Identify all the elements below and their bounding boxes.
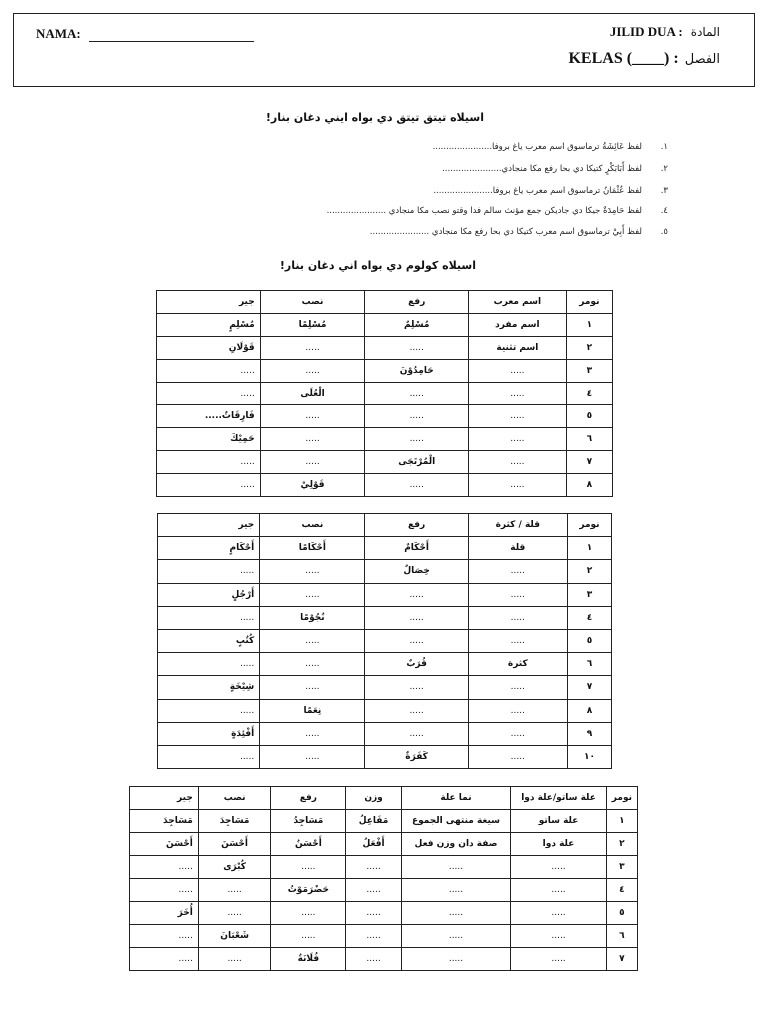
question-number: ٢. <box>660 164 668 174</box>
answer-blank-cell[interactable]: ..... <box>130 879 199 902</box>
table-cell: ١٠ <box>567 745 611 768</box>
table-header-row <box>157 291 613 314</box>
table-cell: صفة دان وزن فعل <box>401 833 511 856</box>
table-cell: الْعُلَى <box>260 382 365 405</box>
column-header: نصب <box>198 787 271 810</box>
answer-blank-cell[interactable]: ..... <box>198 879 271 902</box>
answer-blank-cell[interactable]: ..... <box>469 428 567 451</box>
table-cell: قَوْلِيْ <box>260 474 365 497</box>
table-row <box>158 653 612 676</box>
table-cell: فُلَانَةُ <box>271 948 346 971</box>
class-ar-label: الفصل <box>684 52 720 67</box>
answer-blank-cell[interactable]: ..... <box>365 382 469 405</box>
answer-blank-cell[interactable]: ..... <box>468 722 567 745</box>
table-row <box>157 474 613 497</box>
answer-blank-cell[interactable]: ..... <box>365 676 468 699</box>
column-header: جير <box>130 787 199 810</box>
table-row <box>158 537 612 560</box>
table-cell: ٣ <box>567 583 611 606</box>
table-cell: مُسْلِمٍ <box>157 313 261 336</box>
answer-blank-cell[interactable]: ..... <box>271 856 346 879</box>
question-item <box>370 227 668 237</box>
table-illah <box>129 786 638 971</box>
table-cell: ٧ <box>606 948 637 971</box>
answer-blank-cell[interactable]: ..... <box>511 856 607 879</box>
table-cell: ٨ <box>566 474 612 497</box>
answer-blank-cell[interactable]: ..... <box>260 676 365 699</box>
table-cell: علة ساتو <box>511 810 607 833</box>
table-cell: أَحْكَامٍ <box>158 537 260 560</box>
table-cell: قلة <box>468 537 567 560</box>
section2-instruction: اسيلاه كولوم دي بواه اني دغان بنار! <box>279 259 476 272</box>
answer-blank-cell[interactable]: ..... <box>260 722 365 745</box>
answer-blank-cell[interactable]: ..... <box>401 856 511 879</box>
question-item <box>442 164 668 174</box>
answer-blank-cell[interactable]: ..... <box>158 606 260 629</box>
table-cell: نُجُوْمًا <box>260 606 365 629</box>
table-cell: ٢ <box>566 336 612 359</box>
table-row <box>157 451 613 474</box>
table-cell: أَحْسَنَ <box>130 833 199 856</box>
table-row <box>130 879 638 902</box>
answer-blank-cell[interactable]: ..... <box>365 583 468 606</box>
question-text: لفظ عُثْمَانُ ترماسوق اسم معرب ياغ بروفا...................... <box>433 186 642 196</box>
answer-blank-cell[interactable]: ..... <box>401 902 511 925</box>
table-cell: ٢ <box>606 833 637 856</box>
table-cell: مَسَاجِدَ <box>130 810 199 833</box>
answer-blank-cell[interactable]: ..... <box>271 925 346 948</box>
answer-blank-cell[interactable]: ..... <box>365 699 468 722</box>
table-row <box>157 428 613 451</box>
answer-blank-cell[interactable]: ..... <box>260 560 365 583</box>
table-ism-murab <box>156 290 613 497</box>
question-number: ١. <box>660 142 668 152</box>
question-number: ٣. <box>660 186 668 196</box>
table-row <box>158 676 612 699</box>
column-header: اسم معرب <box>469 291 567 314</box>
table-cell: مُسْلِمٌ <box>365 313 469 336</box>
answer-blank-cell[interactable]: ..... <box>346 948 401 971</box>
table-cell: مَسَاجِدُ <box>271 810 346 833</box>
answer-blank-cell[interactable]: ..... <box>511 948 607 971</box>
answer-blank-cell[interactable]: ..... <box>158 699 260 722</box>
table-cell: أَحْسَنُ <box>271 833 346 856</box>
answer-blank-cell[interactable]: ..... <box>157 474 261 497</box>
table-cell: ٢ <box>567 560 611 583</box>
column-header: قلة / كثرة <box>468 514 567 537</box>
table-cell: كُتُبٍ <box>158 629 260 652</box>
table-row <box>157 336 613 359</box>
question-number: ٥. <box>660 227 668 237</box>
answer-blank-cell[interactable]: ..... <box>469 382 567 405</box>
table-row <box>158 629 612 652</box>
table-cell: شَعْبَانَ <box>198 925 271 948</box>
question-text: لفظ عَائِشَةُ ترماسوق اسم معرب ياغ بروفا...................... <box>432 142 642 152</box>
table-cell: ٦ <box>567 653 611 676</box>
column-header: نما علة <box>401 787 511 810</box>
table-row <box>130 856 638 879</box>
table-cell: حَامِدُوْنَ <box>365 359 469 382</box>
answer-blank-cell[interactable]: ..... <box>260 405 365 428</box>
answer-blank-cell[interactable]: ..... <box>365 606 468 629</box>
answer-blank-cell[interactable]: ..... <box>511 902 607 925</box>
column-header: علة ساتو/علة دوا <box>511 787 607 810</box>
table-cell: مَسَاجِدَ <box>198 810 271 833</box>
answer-blank-cell[interactable]: ..... <box>468 629 567 652</box>
table-cell: سيغة منتهى الجموع <box>401 810 511 833</box>
header-box <box>13 13 755 87</box>
answer-blank-cell[interactable]: ..... <box>260 745 365 768</box>
table-cell: ١ <box>606 810 637 833</box>
table-row <box>157 313 613 336</box>
class-line <box>568 50 720 68</box>
table-cell: أَفْعَلُ <box>346 833 401 856</box>
answer-blank-cell[interactable]: ..... <box>469 359 567 382</box>
table-cell: ٤ <box>567 606 611 629</box>
table-row <box>130 902 638 925</box>
question-text: لفظ أَبَابَكْرٍ كتيكا دي بحا رفع مكا منجادي...................... <box>442 164 642 174</box>
answer-blank-cell[interactable]: ..... <box>198 948 271 971</box>
subject-line <box>610 24 720 40</box>
table-cell: ٤ <box>606 879 637 902</box>
name-line[interactable] <box>89 29 254 42</box>
table-cell: ٦ <box>566 428 612 451</box>
answer-blank-cell[interactable]: ..... <box>468 606 567 629</box>
table-row <box>158 583 612 606</box>
table-cell: أَحْكَامًا <box>260 537 365 560</box>
answer-blank-cell[interactable]: ..... <box>469 405 567 428</box>
table-cell: الْمُرْتَجَى <box>365 451 469 474</box>
table-cell: ٥ <box>566 405 612 428</box>
answer-blank-cell[interactable]: ..... <box>365 629 468 652</box>
answer-blank-cell[interactable]: ..... <box>158 653 260 676</box>
table-row <box>158 745 612 768</box>
subject-label: JILID DUA : <box>609 24 683 39</box>
name-field <box>36 26 254 42</box>
table-cell: ٣ <box>606 856 637 879</box>
answer-blank-cell[interactable]: ..... <box>157 359 261 382</box>
table-row <box>157 405 613 428</box>
class-label: KELAS (____) : <box>568 50 679 67</box>
answer-blank-cell[interactable]: ..... <box>365 428 469 451</box>
table-cell: فَارِقَاتٌ..... <box>157 405 261 428</box>
column-header: رفع <box>365 514 468 537</box>
answer-blank-cell[interactable]: ..... <box>468 560 567 583</box>
table-cell: ٩ <box>567 722 611 745</box>
table-cell: أَحْكَامٌ <box>365 537 468 560</box>
table-row <box>157 359 613 382</box>
question-number: ٤. <box>660 206 668 216</box>
table-cell: كَفَرَةٌ <box>365 745 468 768</box>
question-text: لفظ حَامِدَةٌ جيكا دي جاديكن جمع مؤنث سالم فدا وقتو نصب مكا منجادي ...................... <box>326 206 642 216</box>
answer-blank-cell[interactable]: ..... <box>346 856 401 879</box>
table-cell: أُخَرَ <box>130 902 199 925</box>
table-row <box>158 606 612 629</box>
answer-blank-cell[interactable]: ..... <box>401 925 511 948</box>
question-text: لفظ أَبِيْ ترماسوق اسم معرب كتيكا دي بحا رفع مكا منجادي ...................... <box>369 227 642 237</box>
column-header: نصب <box>260 514 365 537</box>
answer-blank-cell[interactable]: ..... <box>260 428 365 451</box>
table-cell: أَفْئِدَةٍ <box>158 722 260 745</box>
subject-ar-label: المادة <box>690 25 720 39</box>
column-header: جير <box>158 514 260 537</box>
table-row <box>157 382 613 405</box>
answer-blank-cell[interactable]: ..... <box>468 583 567 606</box>
answer-blank-cell[interactable]: ..... <box>198 902 271 925</box>
column-header: وزن <box>346 787 401 810</box>
table-row <box>158 722 612 745</box>
question-item <box>327 206 668 216</box>
question-item <box>433 142 668 152</box>
column-header: نصب <box>260 291 365 314</box>
answer-blank-cell[interactable]: ..... <box>130 856 199 879</box>
section1-instruction: اسيلاه تيتق تيتق دي بواه ايني دغان بنار! <box>265 111 484 124</box>
column-header: جير <box>157 291 261 314</box>
table-cell: ٦ <box>606 925 637 948</box>
name-label: NAMA: <box>36 26 81 41</box>
table-cell: نِعَمًا <box>260 699 365 722</box>
answer-blank-cell[interactable]: ..... <box>469 474 567 497</box>
table-header-row <box>158 514 612 537</box>
table-row <box>130 925 638 948</box>
answer-blank-cell[interactable]: ..... <box>157 382 261 405</box>
table-cell: ١ <box>566 313 612 336</box>
table-cell: مُسْلِمًا <box>260 313 365 336</box>
answer-blank-cell[interactable]: ..... <box>157 451 261 474</box>
answer-blank-cell[interactable]: ..... <box>468 676 567 699</box>
answer-blank-cell[interactable]: ..... <box>468 745 567 768</box>
table-cell: حَمِيْكَ <box>157 428 261 451</box>
answer-blank-cell[interactable]: ..... <box>260 653 365 676</box>
answer-blank-cell[interactable]: ..... <box>260 451 365 474</box>
answer-blank-cell[interactable]: ..... <box>365 474 469 497</box>
table-cell: كثرة <box>468 653 567 676</box>
column-header: نومر <box>567 514 611 537</box>
answer-blank-cell[interactable]: ..... <box>130 925 199 948</box>
answer-blank-cell[interactable]: ..... <box>511 879 607 902</box>
table-cell: شِيْخَةٍ <box>158 676 260 699</box>
table-cell: اسم تثنية <box>469 336 567 359</box>
column-header: رفع <box>271 787 346 810</box>
answer-blank-cell[interactable]: ..... <box>469 451 567 474</box>
answer-blank-cell[interactable]: ..... <box>271 902 346 925</box>
table-cell: أَحْسَنَ <box>198 833 271 856</box>
table-cell: ٨ <box>567 699 611 722</box>
table-cell: ٥ <box>567 629 611 652</box>
answer-blank-cell[interactable]: ..... <box>130 948 199 971</box>
table-cell: قُرَبٌ <box>365 653 468 676</box>
table-cell: اسم مفرد <box>469 313 567 336</box>
table-cell: ٧ <box>567 676 611 699</box>
table-cell: خِصَالٌ <box>365 560 468 583</box>
answer-blank-cell[interactable]: ..... <box>365 722 468 745</box>
answer-blank-cell[interactable]: ..... <box>260 359 365 382</box>
table-row <box>130 833 638 856</box>
answer-blank-cell[interactable]: ..... <box>365 336 469 359</box>
column-header: نومر <box>606 787 637 810</box>
table-qillah-kathrah <box>157 513 612 769</box>
question-item <box>433 186 668 196</box>
table-cell: ٤ <box>566 382 612 405</box>
table-row <box>158 699 612 722</box>
table-cell: ٥ <box>606 902 637 925</box>
table-row <box>158 560 612 583</box>
answer-blank-cell[interactable]: ..... <box>346 879 401 902</box>
answer-blank-cell[interactable]: ..... <box>468 699 567 722</box>
table-cell: ٧ <box>566 451 612 474</box>
table-cell: ١ <box>567 537 611 560</box>
answer-blank-cell[interactable]: ..... <box>260 629 365 652</box>
table-cell: ٣ <box>566 359 612 382</box>
answer-blank-cell[interactable]: ..... <box>158 560 260 583</box>
answer-blank-cell[interactable]: ..... <box>260 583 365 606</box>
column-header: رفع <box>365 291 469 314</box>
column-header: نومر <box>566 291 612 314</box>
answer-blank-cell[interactable]: ..... <box>511 925 607 948</box>
answer-blank-cell[interactable]: ..... <box>401 879 511 902</box>
answer-blank-cell[interactable]: ..... <box>401 948 511 971</box>
table-cell: قَوْلَانِ <box>157 336 261 359</box>
answer-blank-cell[interactable]: ..... <box>346 902 401 925</box>
answer-blank-cell[interactable]: ..... <box>365 405 469 428</box>
table-cell: حَضْرَمَوْتُ <box>271 879 346 902</box>
answer-blank-cell[interactable]: ..... <box>158 745 260 768</box>
table-row <box>130 810 638 833</box>
table-header-row <box>130 787 638 810</box>
table-row <box>130 948 638 971</box>
answer-blank-cell[interactable]: ..... <box>260 336 365 359</box>
answer-blank-cell[interactable]: ..... <box>346 925 401 948</box>
table-cell: كُبْرَى <box>198 856 271 879</box>
table-cell: علة دوا <box>511 833 607 856</box>
table-cell: أَرْجُلٍ <box>158 583 260 606</box>
table-cell: مَفَاعِلُ <box>346 810 401 833</box>
